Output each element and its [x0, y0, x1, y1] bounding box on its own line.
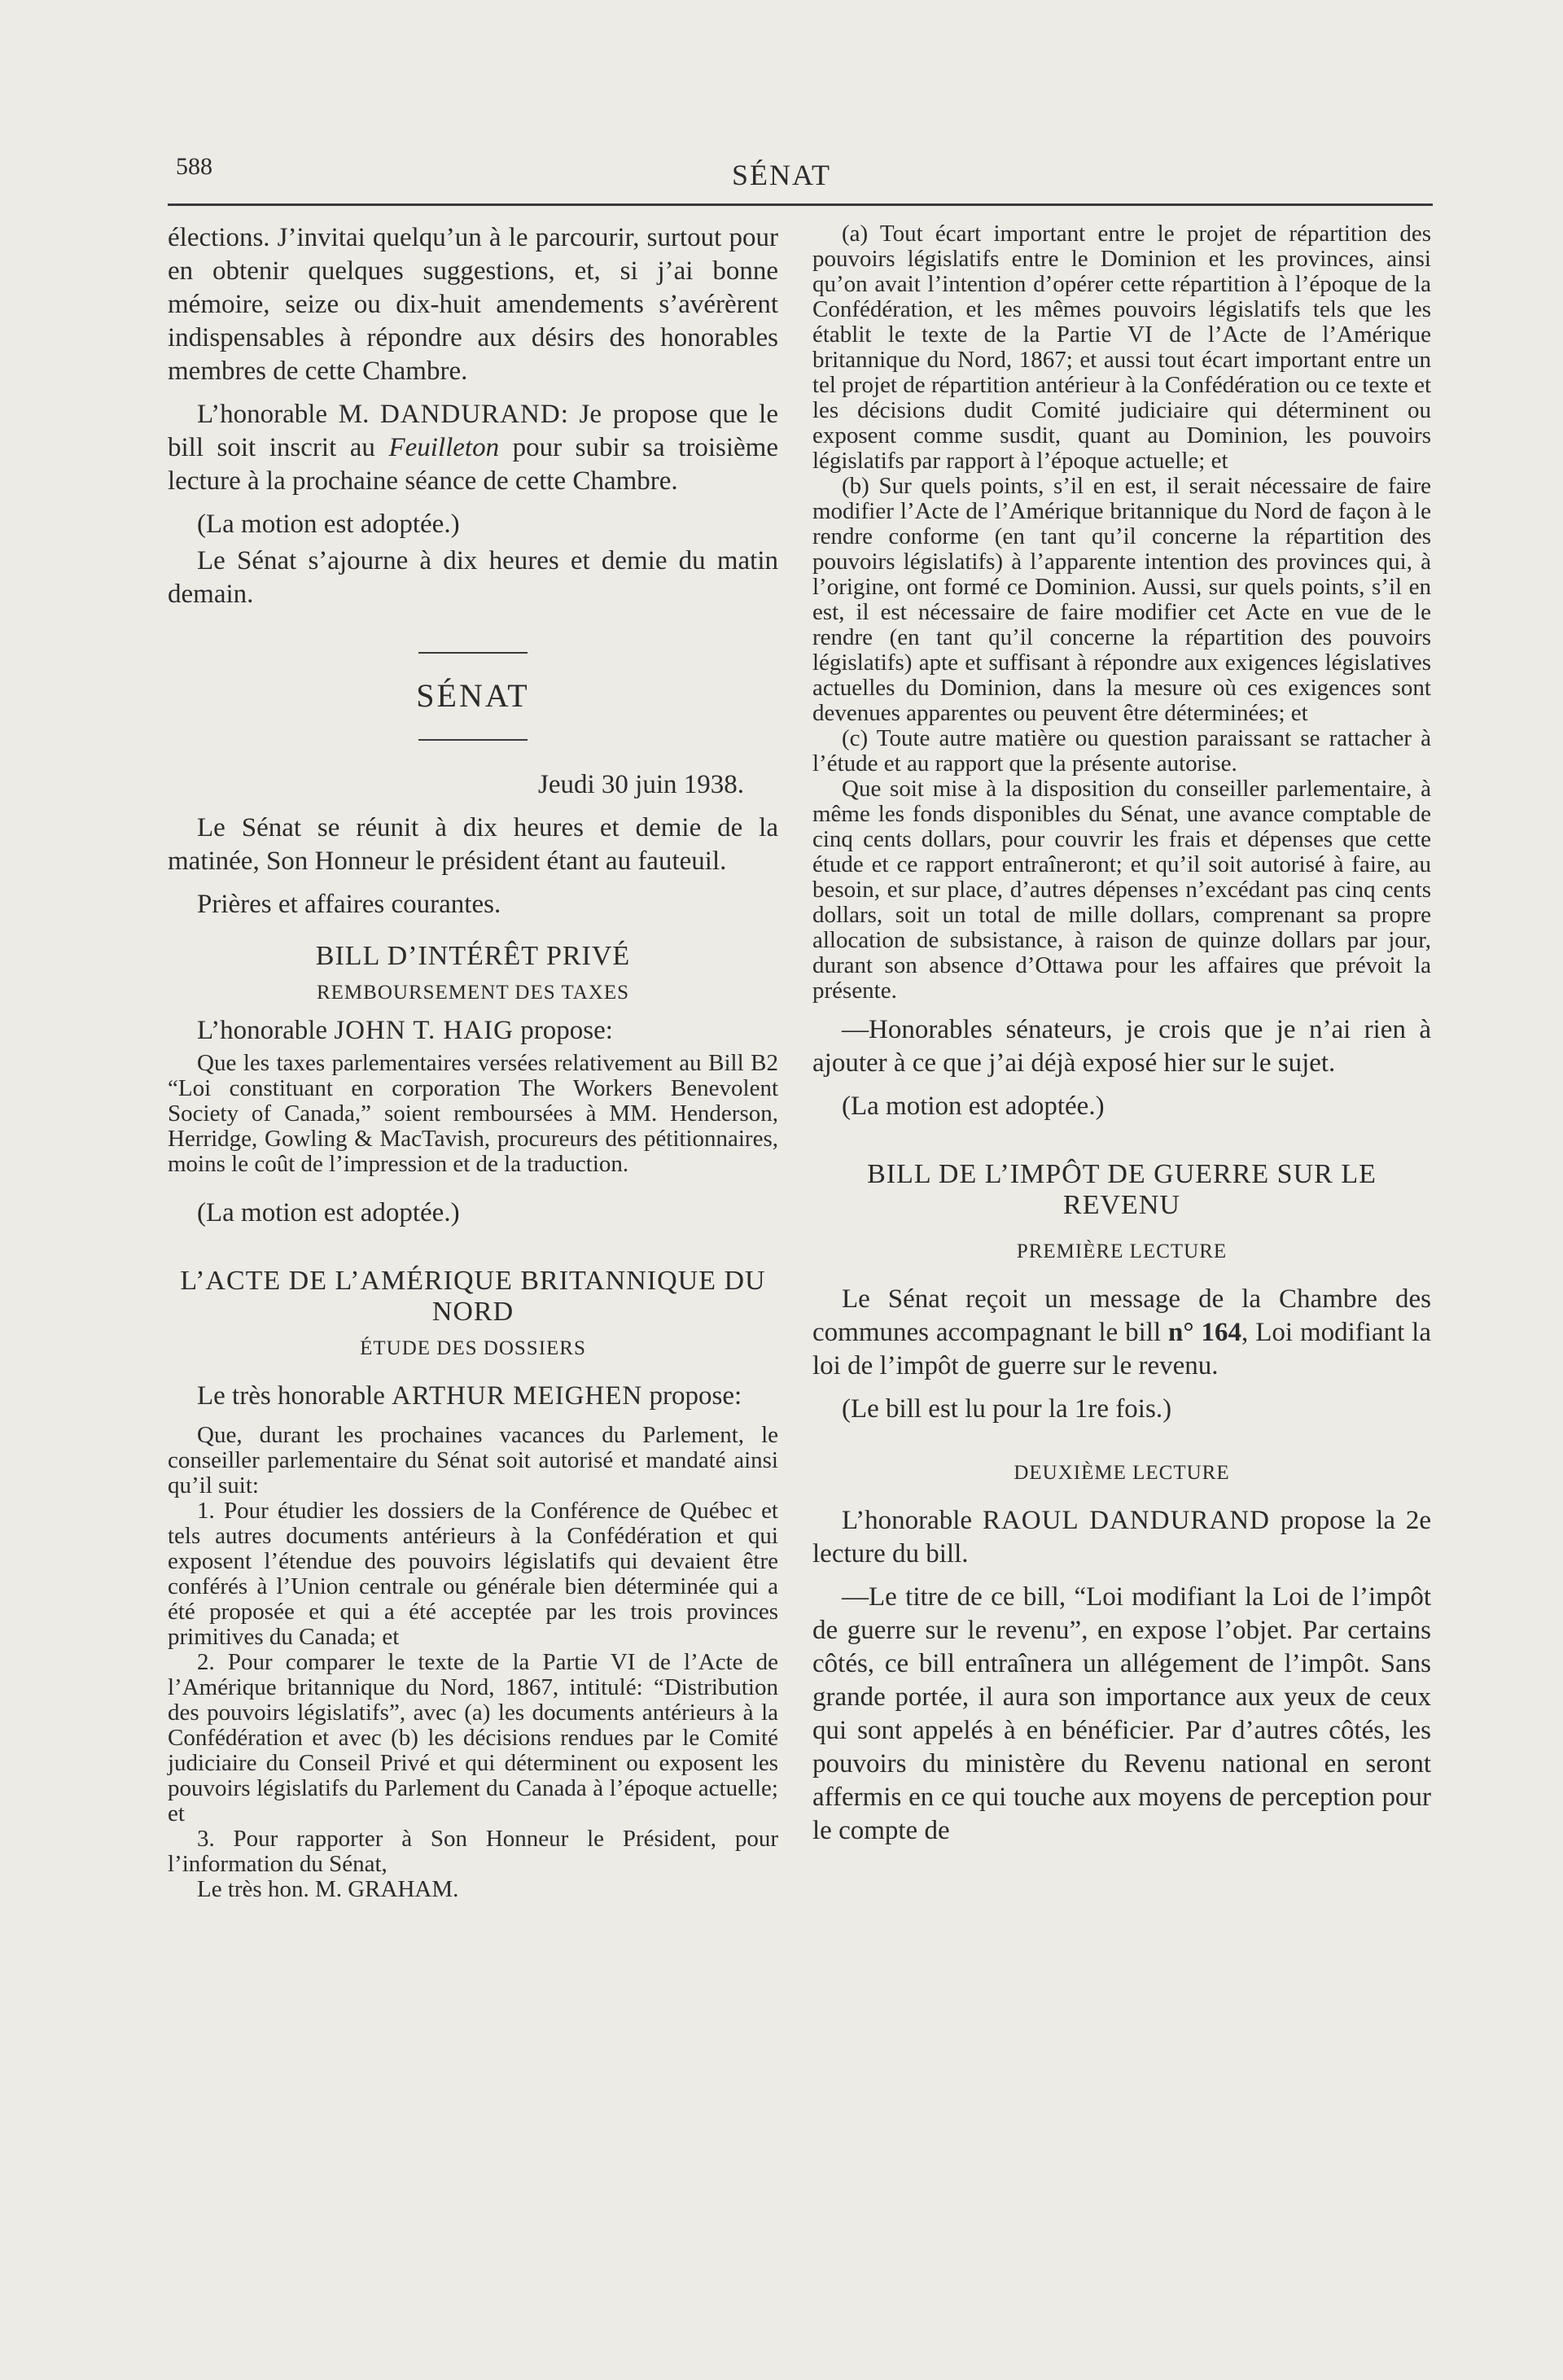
- paragraph: [812, 1283, 1431, 1383]
- paragraph: —Le titre de ce bill, “Loi modifiant la Loi de l’impôt de guerre sur le revenu”, en expose l’objet. Par certains côtés, ce bill entraînera un allégement de l’impôt. Sans grande portée, il aura son importance aux yeux de ceux qui sont appelés à en bénéficier. Par d’autres côtés, les pouvoirs du ministère du Revenu national en seront affermis en ce qui touche aux moyens de perception pour le compte de: [812, 1582, 1431, 1845]
- section-subheading: DEUXIÈME LECTURE: [1014, 1462, 1230, 1484]
- motion-text: 2. Pour comparer le texte de la Partie VI de l’Acte de l’Amérique britannique du Nord, 1867, intitulé: “Distribution des pouvoirs législatifs”, avec (a) les documents antérieurs à la Confédération et avec (b) les décisions rendues par le Comité judiciaire du Conseil Privé et qui déterminent ou exposent les pouvoirs législatifs du Parlement du Canada à l’époque actuelle; et: [168, 1649, 778, 1827]
- right-column: [812, 221, 1431, 1848]
- text-span: pour subir sa troisième lecture à la prochaine séance de cette Chambre.: [168, 433, 778, 496]
- speaker-name: DANDURAND: [380, 400, 561, 429]
- paragraph: Le Sénat se réunit à dix heures et demie de la matinée, Son Honneur le président étant au fauteuil.: [168, 813, 778, 876]
- section-title: SÉNAT: [416, 677, 530, 714]
- section-subheading: PREMIÈRE LECTURE: [1016, 1240, 1228, 1262]
- section-rule: [418, 652, 528, 654]
- text-span: propose:: [514, 1016, 613, 1045]
- motion-text: 3. Pour rapporter à Son Honneur le Président, pour l’information du Sénat,: [168, 1826, 778, 1877]
- text-span: : Je propose que le bill soit inscrit au: [168, 400, 778, 462]
- motion-text: Que soit mise à la disposition du conseiller parlementaire, à même les fonds disponibles du Sénat, une avance comptable de cinq cents dollars, pour couvrir les frais et dépenses que cette étude et ce rapport entraîneront; et qu’il soit autorisé à faire, au besoin, et sur place, d’autres dépenses n’excédant pas cinq cents dollars, soit un total de mille dollars, comprenant sa propre allocation de subsistance, à raison de quinze dollars par jour, durant son absence d’Ottawa pour les affaires que prévoit la présente.: [812, 776, 1431, 1004]
- paragraph: Prières et affaires courantes.: [197, 890, 501, 919]
- speaker-name: ARTHUR MEIGHEN: [392, 1381, 643, 1411]
- paragraph: [812, 1504, 1431, 1571]
- section-heading: BILL D’INTÉRÊT PRIVÉ: [315, 941, 631, 971]
- speaker-name: RAOUL DANDURAND: [982, 1506, 1270, 1535]
- paragraph: —Honorables sénateurs, je crois que je n’ai rien à ajouter à ce que j’ai déjà exposé hier sur le sujet.: [812, 1015, 1431, 1078]
- motion-result: (La motion est adoptée.): [842, 1092, 1105, 1121]
- bill-number: n° 164: [1168, 1318, 1242, 1347]
- running-title: SÉNAT: [731, 159, 831, 191]
- paragraph: [168, 1380, 778, 1413]
- paragraph: [168, 398, 778, 498]
- page-number: 588: [176, 153, 212, 180]
- text-span: propose:: [642, 1381, 742, 1411]
- text-span: propose la 2e lecture du bill.: [812, 1506, 1431, 1568]
- paragraph: élections. J’invitai quelqu’un à le parcourir, surtout pour en obtenir quelques suggestions, et, si j’ai bonne mémoire, seize ou dix-huit amendements s’avérèrent indispensables à répondre aux désirs des honorables membres de cette Chambre.: [168, 223, 778, 386]
- section-rule: [418, 739, 528, 741]
- section-heading: BILL DE L’IMPÔT DE GUERRE SUR LE REVENU: [867, 1159, 1377, 1220]
- header-rule: [168, 203, 1433, 206]
- motion-result: (La motion est adoptée.): [197, 510, 460, 539]
- motion-text: Que, durant les prochaines vacances du Parlement, le conseiller parlementaire du Sénat soit autorisé et mandaté ainsi qu’il suit:: [168, 1422, 778, 1498]
- text-span: Le Sénat reçoit un message de la Chambre des communes accompagnant le bill: [812, 1284, 1431, 1347]
- text-span: L’honorable M.: [197, 400, 381, 429]
- motion-text: (b) Sur quels points, s’il en est, il serait nécessaire de faire modifier l’Acte de l’Amérique britannique du Nord de façon à le rendre conforme (en tant qu’il concerne la répartition des pouvoirs législatifs) à l’apparente intention des provinces qui, à l’origine, ont formé ce Dominion. Aussi, sur quels points, s’il en est, il est nécessaire de faire modifier cet Acte en vue de le rendre (en tant qu’il concerne la répartition des pouvoirs législatifs) apte et suffisant à répondre aux exigences législatives actuelles du Dominion, dans la mesure où ces exigences sont devenues apparentes ou peuvent être déterminées; et: [812, 473, 1431, 726]
- motion-result: (La motion est adoptée.): [197, 1198, 460, 1227]
- section-subheading: REMBOURSEMENT DES TAXES: [316, 982, 629, 1004]
- motion-text: Le très hon. M. GRAHAM.: [197, 1876, 459, 1902]
- text-span: L’honorable: [197, 1016, 335, 1045]
- paragraph: [168, 1014, 778, 1048]
- paragraph: Le Sénat s’ajourne à dix heures et demie du matin demain.: [168, 546, 778, 609]
- motion-result: (Le bill est lu pour la 1re fois.): [842, 1394, 1172, 1424]
- text-span: L’honorable: [842, 1506, 983, 1535]
- motion-text: (c) Toute autre matière ou question paraissant se rattacher à l’étude et au rapport que la présente autorise.: [812, 725, 1431, 777]
- motion-text: Que les taxes parlementaires versées relativement au Bill B2 “Loi constituant en corporation The Workers Benevolent Society of Canada,” soient remboursées à MM. Henderson, Herridge, Gowling & MacTavish, procureurs des pétitionnaires, moins le coût de l’impression et de la traduction.: [168, 1050, 778, 1177]
- section-subheading: ÉTUDE DES DOSSIERS: [360, 1337, 586, 1359]
- speaker-name: JOHN T. HAIG: [334, 1016, 514, 1045]
- text-span: , Loi modifiant la loi de l’impôt de guerre sur le revenu.: [812, 1318, 1431, 1380]
- italic-term: Feuilleton: [388, 433, 500, 462]
- motion-text: (a) Tout écart important entre le projet de répartition des pouvoirs législatifs entre le Dominion et les provinces, ainsi qu’on avait l’intention d’opérer cette répartition à l’époque de la Confédération, et les mêmes pouvoirs législatifs tels que les établit le texte de la Partie VI de l’Acte de l’Amérique britannique du Nord, 1867; et aussi tout écart important entre un tel projet de répartition antérieur à la Confédération ou ce texte et les décisions dudit Comité judiciaire qui déterminent ou exposent comme susdit, quant au Dominion, les pouvoirs législatifs par rapport à l’époque actuelle; et: [812, 221, 1431, 474]
- sitting-date: Jeudi 30 juin 1938.: [538, 770, 744, 799]
- motion-text: 1. Pour étudier les dossiers de la Conférence de Québec et tels autres documents antérieurs à la Confédération et qui exposent l’étendue des pouvoirs législatifs qui devaient être conférés à l’Union centrale ou générale bien déterminée qui a été proposée et qui a été acceptée par les trois provinces primitives du Canada; et: [168, 1498, 778, 1650]
- left-column: [168, 221, 778, 1902]
- section-heading: L’ACTE DE L’AMÉRIQUE BRITANNIQUE DU NORD: [180, 1266, 766, 1327]
- text-span: Le très honorable: [197, 1381, 392, 1411]
